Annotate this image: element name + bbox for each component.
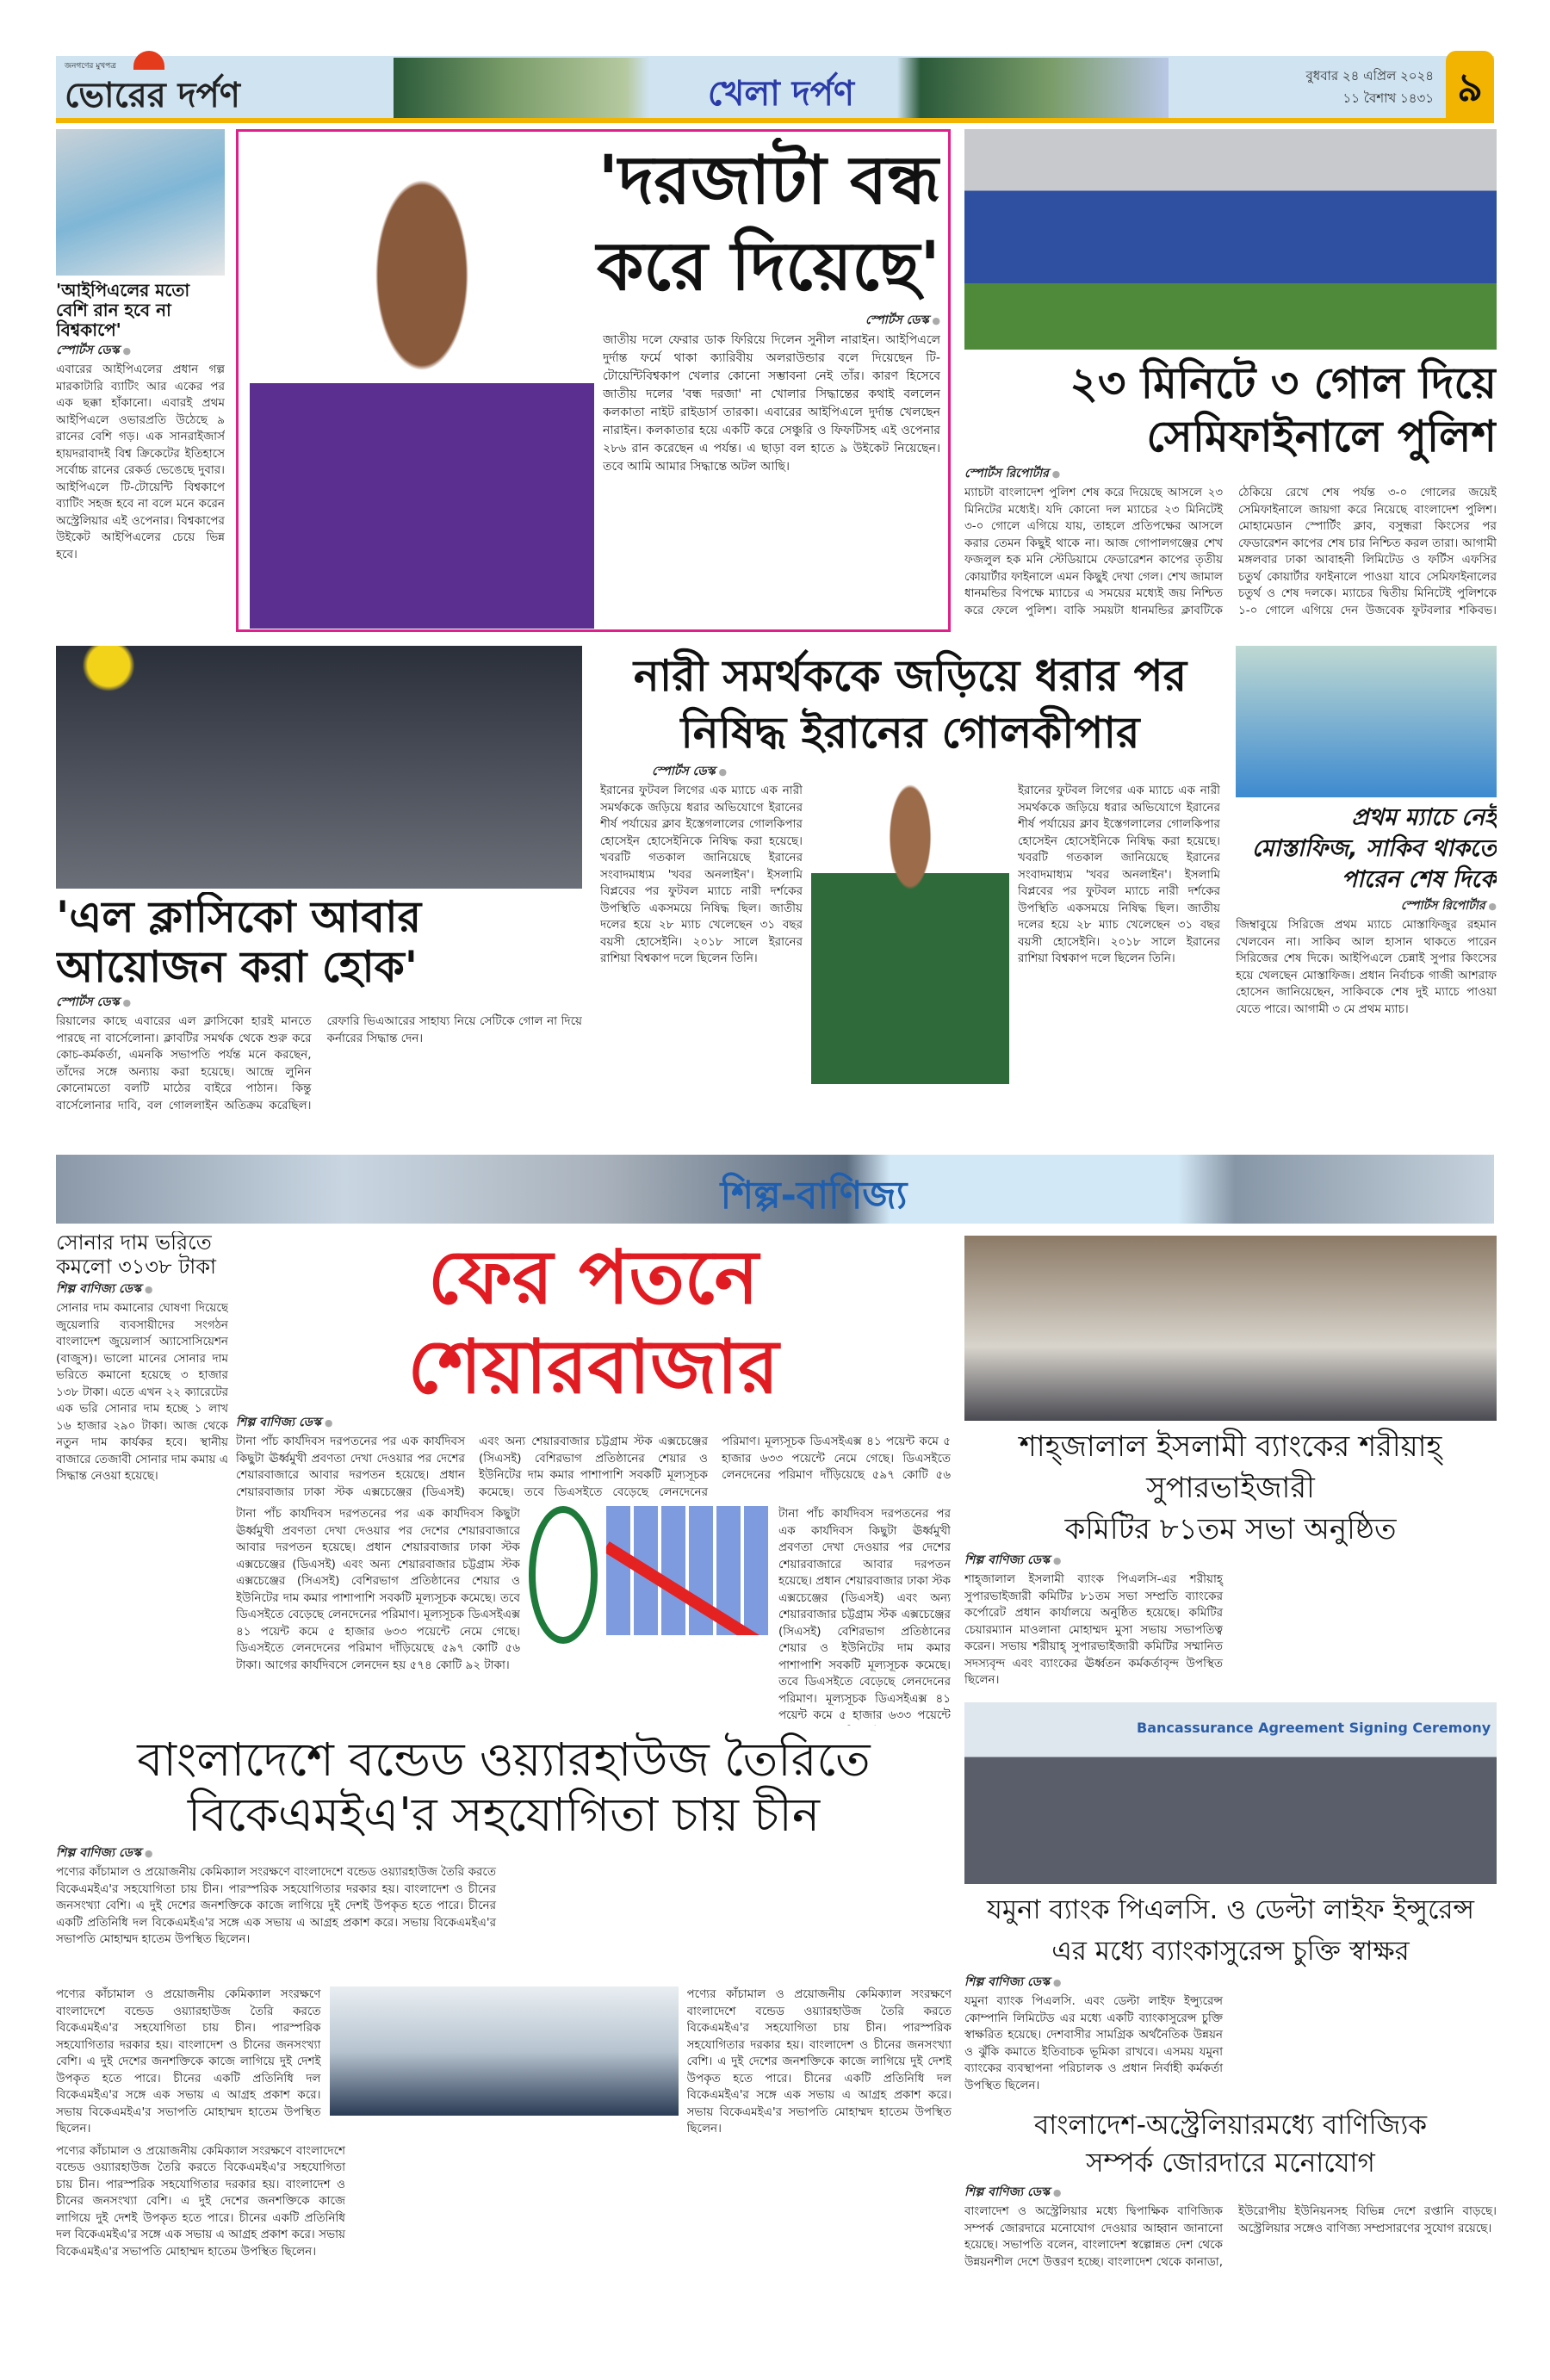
- yamuna-headline[interactable]: যমুনা ব্যাংক পিএলসি. ও ডেল্টা লাইফ ইন্সুরেন্স এর মধ্যে ব্যাংকাসুরেন্স চুক্তি স্বাক্ষর: [987, 1894, 1474, 1967]
- article-body: টানা পাঁচ কার্যদিবস দরপতনের পর এক কার্যদিবস কিছুটা ঊর্ধ্বমুখী প্রবণতা দেখা দেওয়ার পর দেশের শেয়ারবাজারে আবার দরপতন হয়েছে। প্রধান শেয়ারবাজার ঢাকা স্টক এক্সচেঞ্জের (ডিএসই) এবং অন্য শেয়ারবাজার চট্টগ্রাম স্টক এক্সচেঞ্জের (সিএসই) বেশিরভাগ প্রতিষ্ঠানের শেয়ার ও ইউনিটের দাম কমার পাশাপাশি সবকটি মূল্যসূচক কমেছে। তবে ডিএসইতে বেড়েছে লেনদেনের পরিমাণ। মূল্যসূচক ডিএসইএক্স ৪১ পয়েন্ট কমে ৫ হাজার ৬৩৩ পয়েন্টে নেমে গেছে। ডিএসইতে লেনদেনের পরিমাণ দাঁড়িয়েছে ৫৯৭ কোটি ৫৬: [236, 1435, 951, 1499]
- article-body: টানা পাঁচ কার্যদিবস দরপতনের পর এক কার্যদিবস কিছুটা ঊর্ধ্বমুখী প্রবণতা দেখা দেওয়ার পর দেশের শেয়ারবাজারে আবার দরপতন হয়েছে। প্রধান শেয়ারবাজার ঢাকা স্টক এক্সচেঞ্জের (ডিএসই) এবং অন্য শেয়ারবাজার চট্টগ্রাম স্টক এক্সচেঞ্জের (সিএসই) বেশিরভাগ প্রতিষ্ঠানের শেয়ার ও ইউনিটের দাম কমার পাশাপাশি সবকটি মূল্যসূচক কমেছে। তবে ডিএসইতে বেড়েছে লেনদেনের পরিমাণ। মূল্যসূচক ডিএসইএক্স ৪১ পয়েন্ট কমে ৫ হাজার ৬৩৩ পয়েন্টে: [778, 1507, 951, 1722]
- byline: শিল্প বাণিজ্য ডেস্ক ●: [964, 2184, 1497, 2202]
- byline: স্পোর্টস ডেস্ক ●: [56, 342, 225, 360]
- article-body: রিয়ালের কাছে এবারের এল ক্লাসিকো হারই মানতে পারছে না বার্সেলোনা। ক্লাবটির সমর্থক থেকে শুরু করে কোচ-কর্মকর্তা, এমনকি সভাপতি পর্যন্ত মনে করছেন, তাঁদের সঙ্গে অন্যায় করা হয়েছে। আন্দ্রে লুনিন কোনোমতো বলটি মাঠের বাইরে পাঠান। কিন্তু বার্সেলোনার দাবি, বল গোললাইন অতিক্রম করেছিল। রেফারি ভিএআরের সাহায্য নিয়ে সেটিকে গোল না দিয়ে কর্নারের সিদ্ধান্ত দেন।: [56, 1014, 582, 1113]
- police-team-photo: [964, 129, 1497, 350]
- police-article: [964, 356, 1497, 630]
- police-headline[interactable]: ২৩ মিনিটে ৩ গোল দিয়ে সেমিফাইনালে পুলিশ: [1070, 358, 1497, 462]
- mustafiz-photo: [1236, 646, 1497, 797]
- byline: স্পোর্টস ডেস্ক ●: [652, 763, 1220, 781]
- shahjalal-headline[interactable]: শাহ্‌জালাল ইসলামী ব্যাংকের শরীয়াহ্ সুপারভাইজারী কমিটির ৮১তম সভা অনুষ্ঠিত: [1019, 1429, 1442, 1546]
- shahjalal-article: [964, 1426, 1497, 1726]
- article-body: এবারের আইপিএলের প্রধান গল্প মারকাটারি ব্যাটিং আর একের পর এক ছক্কা হাঁকানো। এবারই প্রথম আইপিএলে ওভারপ্রতি উঠেছে ৯ রানের বেশি গড়। এক সানরাইজার্স হায়দরাবাদই বিশ্ব ক্রিকেটের ইতিহাসে সর্বোচ্চ রানের রেকর্ড ভেঙেছে দুবার। আইপিএলে টি-টোয়েন্টি বিশ্বকাপে ব্যাটিং সহজ হবে না বলে মনে করেন অস্ট্রেলিয়ার এই ওপেনার। বিশ্বকাপের উইকেট আইপিএলের চেয়ে ভিন্ন হবে।: [56, 363, 225, 561]
- newspaper-logo[interactable]: জনগণের মুখপত্র ভোরের দর্পণ: [65, 62, 240, 115]
- iran-headline[interactable]: নারী সমর্থককে জড়িয়ে ধরার পর নিষিদ্ধ ইরানের গোলকীপার: [633, 651, 1187, 758]
- article-body: পণ্যের কাঁচামাল ও প্রয়োজনীয় কেমিক্যাল সংরক্ষণে বাংলাদেশে বন্ডেড ওয়্যারহাউজ তৈরি করতে বিকেএমইএ'র সহযোগিতা চায় চীন। পারস্পরিক সহযোগিতার দরকার হয়। বাংলাদেশ ও চীনের জনসংখ্যা বেশি। এ দুই দেশের জনশক্তিকে কাজে লাগিয়ে দুই দেশই উপকৃত হতে পারে। চীনের একটি প্রতিনিধি দল বিকেএমইএ'র সঙ্গে এক সভায় এ আগ্রহ প্রকাশ করে। সভায় বিকেএমইএ'র সভাপতি মোহাম্মদ হাতেম উপস্থিত ছিলেন।: [56, 2143, 345, 2259]
- page-number: ৯: [1446, 51, 1494, 123]
- byline: স্পোর্টস ডেস্ক ●: [56, 994, 582, 1012]
- article-body: যমুনা ব্যাংক পিএলসি. এবং ডেল্টা লাইফ ইন্স্যুরেন্স কোম্পানি লিমিটেড এর মধ্যে একটি ব্যাংকাসুরেন্স চুক্তি স্বাক্ষরিত হয়েছে। দেশবাসীর সামগ্রিক অর্থনৈতিক উন্নয়ন ও ঝুঁকি কমাতে ইতিবাচক ভূমিকা রাখবে। এসময় যমুনা ব্যাংকের ব্যবস্থাপনা পরিচালক ও প্রধান নির্বাহী কর্মকর্তা উপস্থিত ছিলেন।: [964, 1994, 1223, 2092]
- meeting-photo: [964, 1236, 1497, 1421]
- article-body: টানা পাঁচ কার্যদিবস দরপতনের পর এক কার্যদিবস কিছুটা ঊর্ধ্বমুখী প্রবণতা দেখা দেওয়ার পর দেশের শেয়ারবাজারে আবার দরপতন হয়েছে। প্রধান শেয়ারবাজার ঢাকা স্টক এক্সচেঞ্জের (ডিএসই) এবং অন্য শেয়ারবাজার চট্টগ্রাম স্টক এক্সচেঞ্জের (সিএসই) বেশিরভাগ প্রতিষ্ঠানের শেয়ার ও ইউনিটের দাম কমার পাশাপাশি সবকটি মূল্যসূচক কমেছে। তবে ডিএসইতে বেড়েছে লেনদেনের পরিমাণ। মূল্যসূচক ডিএসইএক্স ৪১ পয়েন্ট কমে ৫ হাজার ৬৩৩ পয়েন্টে নেমে গেছে। ডিএসইতে লেনদেনের পরিমাণ দাঁড়িয়েছে ৫৯৭ কোটি ৫৬ টাকা। আগের কার্যদিবসে লেনদেন হয় ৫৭৪ কোটি ৯২ টাকা।: [236, 1507, 520, 1672]
- article-body: বাংলাদেশ ও অস্ট্রেলিয়ার মধ্যে দ্বিপাক্ষিক বাণিজ্যিক সম্পর্ক জোরদারে মনোযোগ দেওয়ার আহ্বান জানানো হয়েছে। সভাপতি বলেন, বাংলাদেশ স্বল্পোন্নত দেশ থেকে উন্নয়নশীল দেশে উত্তরণ হচ্ছে। বাংলাদেশ থেকে কানাডা, ইউরোপীয় ইউনিয়নসহ বিভিন্ন দেশে রপ্তানি বাড়ছে। অস্ট্রেলিয়ার সঙ্গেও বাণিজ্য সম্প্রসারণের সুযোগ রয়েছে।: [964, 2204, 1497, 2269]
- falling-chart-illustration: [606, 1506, 770, 1635]
- byline: শিল্প বাণিজ্য ডেস্ক ●: [56, 1844, 952, 1862]
- warner-photo: [56, 129, 225, 276]
- narine-article: [551, 138, 940, 627]
- mustafiz-headline[interactable]: প্রথম ম্যাচে নেই মোস্তাফিজ, সাকিব থাকতে পারেন শেষ দিকে: [1251, 804, 1497, 893]
- article-body: জাতীয় দলে ফেরার ডাক ফিরিয়ে দিলেন সুনীল নারাইন। আইপিএলে দুর্দান্ত ফর্মে থাকা ক্যারিবীয় অলরাউন্ডার বলে দিয়েছেন টি-টোয়েন্টিবিশ্বকাপ খেলার কোনো সম্ভাবনা নেই তাঁর। কারণ হিসেবে জাতীয় দলের 'বন্ধ দরজা' না খোলার সিদ্ধান্তের কথাই বললেন কলকাতা নাইট রাইডার্স তারকা। এবারের আইপিএলে দুর্দান্ত খেলছেন নারাইন। কলকাতার হয়ে একটি করে সেঞ্চুরি ও ফিফটিসহ এই ওপেনার ২৮৬ রান করেছেন এ পর্যন্ত। এ ছাড়া বল হাতে ৯ উইকেট নিয়েছেন। তবে আমি আমার সিদ্ধান্তে অটল আছি।: [603, 333, 940, 474]
- narine-photo: [250, 138, 594, 629]
- byline: স্পোর্টস রিপোর্টার ●: [964, 465, 1497, 483]
- article-body: ইরানের ফুটবল লিগের এক ম্যাচে এক নারী সমর্থককে জড়িয়ে ধরার অভিযোগে ইরানের শীর্ষ পর্যায়ের ক্লাব ইস্তেগলালের গোলকিপার হোসেইন হোসেইনিকে নিষিদ্ধ করা হয়েছে। খবরটি গতকাল জানিয়েছে ইরানের সংবাদমাধ্যম 'খবর অনলাইন'। ইসলামি বিপ্লবের পর ফুটবল ম্যাচে নারী দর্শকের উপস্থিতি একসময়ে নিষিদ্ধ ছিল। জাতীয় দলের হয়ে ২৮ ম্যাচ খেলেছেন ৩১ বছর বয়সী হোসেইনি। ২০১৮ সালে ইরানের রাশিয়া বিশ্বকাপ দলে ছিলেন তিনি।: [1018, 784, 1220, 965]
- bonded-photo-row: [56, 1986, 952, 2138]
- australia-article: [964, 2106, 1497, 2280]
- dse-logo: [529, 1506, 598, 1644]
- gold-article: [56, 1231, 228, 1726]
- narine-headline[interactable]: 'দরজাটা বন্ধ করে দিয়েছে': [596, 142, 940, 306]
- article-body: জিম্বাবুয়ে সিরিজে প্রথম ম্যাচে মোস্তাফিজুর রহমান খেলবেন না। সাকিব আল হাসান থাকতে পারেন সিরিজের শেষ দিকে। আইপিএলে চেন্নাই সুপার কিংসের হয়ে খেলছেন মোস্তাফিজ। প্রধান নির্বাচক গাজী আশরাফ হোসেন জানিয়েছেন, সাকিবকে শেষ দুই ম্যাচে পাওয়া যেতে পারে। আগামী ৩ মে প্রথম ম্যাচ।: [1236, 918, 1497, 1016]
- byline: শিল্প বাণিজ্য ডেস্ক ●: [236, 1414, 951, 1432]
- article-body: সোনার দাম কমানোর ঘোষণা দিয়েছে জুয়েলারি ব্যবসায়ীদের সংগঠন বাংলাদেশ জুয়েলার্স অ্যাসোসিয়েশন (বাজুস)। ভালো মানের সোনার দাম ভরিতে কমানো হয়েছে ৩ হাজার ১৩৮ টাকা। এতে এখন ২২ ক্যারেটের এক ভরি সোনার দাম হচ্ছে ১ লাখ ১৬ হাজার ২৯০ টাকা। আজ থেকে নতুন দাম কার্যকর হবে। স্থানীয় বাজারে তেজাবী সোনার দাম কমায় এ সিদ্ধান্ত নেওয়া হয়েছে।: [56, 1301, 228, 1484]
- byline: শিল্প বাণিজ্য ডেস্ক ●: [964, 1974, 1497, 1992]
- byline: স্পোর্টস রিপোর্টার ●: [1236, 897, 1497, 915]
- sports-banner: [394, 58, 1169, 118]
- gold-headline[interactable]: সোনার দাম ভরিতে কমলো ৩১৩৮ টাকা: [56, 1231, 217, 1279]
- yamuna-article: [964, 1889, 1497, 2099]
- clasico-article: [56, 892, 582, 1147]
- section-title: খেলা দর্পণ: [707, 74, 855, 114]
- article-body: ম্যাচটা বাংলাদেশ পুলিশ শেষ করে দিয়েছে আসলে ২৩ মিনিটের মধ্যেই। যদি কোনো দল ম্যাচের ২৩ মিনিটেই ৩-০ গোলে এগিয়ে যায়, তাহলে প্রতিপক্ষের আসলে করার তেমন কিছুই থাকে না। আজ গোপালগঞ্জের শেখ ফজলুল হক মনি স্টেডিয়ামে ফেডারেশন কাপের তৃতীয় কোয়ার্টার ফাইনালে এমন কিছুই দেখা গেল। শেখ জামাল ধানমন্ডির বিপক্ষে ম্যাচের এ সময়ের মধ্যেই জয় নিশ্চিত করে ফেলে পুলিশ। বাকি সময়টা ধানমন্ডির ক্লাবটিকে ঠেকিয়ে রেখে শেষ পর্যন্ত ৩-০ গোলের জয়েই সেমিফাইনালে জায়গা করে নিয়েছে বাংলাদেশ পুলিশ। মোহামেডান স্পোর্টিং ক্লাব, বসুন্ধরা কিংসের পর ফেডারেশন কাপের শেষ চার নিশ্চিত করল তারা। আগামী মঙ্গলবার ঢাকা আবাহনী লিমিটেড ও ফর্টিস এফসির চতুর্থ কোয়ার্টার ফাইনালে পাওয়া যাবে সেমিফাইনালের চতুর্থ ও শেষ দলকে। ম্যাচের দ্বিতীয় মিনিটেই পুলিশকে ১-০ গোলে এগিয়ে দেন উজবেক ফুটবলার শকিবভ।: [964, 486, 1497, 617]
- australia-headline[interactable]: বাংলাদেশ-অস্ট্রেলিয়ারমধ্যে বাণিজ্যিক সম্পর্ক জোরদারে মনোযোগ: [1033, 2110, 1428, 2179]
- article-body: ইরানের ফুটবল লিগের এক ম্যাচে এক নারী সমর্থককে জড়িয়ে ধরার অভিযোগে ইরানের শীর্ষ পর্যায়ের ক্লাব ইস্তেগলালের গোলকিপার হোসেইন হোসেইনিকে নিষিদ্ধ করা হয়েছে। খবরটি গতকাল জানিয়েছে ইরানের সংবাদমাধ্যম 'খবর অনলাইন'। ইসলামি বিপ্লবের পর ফুটবল ম্যাচে নারী দর্শকের উপস্থিতি একসময়ে নিষিদ্ধ ছিল। জাতীয় দলের হয়ে ২৮ ম্যাচ খেলেছেন ৩১ বছর বয়সী হোসেইনি। ২০১৮ সালে ইরানের রাশিয়া বিশ্বকাপ দলে ছিলেন তিনি।: [600, 784, 803, 965]
- byline: স্পোর্টস ডেস্ক ●: [551, 312, 940, 330]
- article-body: পণ্যের কাঁচামাল ও প্রয়োজনীয় কেমিক্যাল সংরক্ষণে বাংলাদেশে বন্ডেড ওয়্যারহাউজ তৈরি করতে বিকেএমইএ'র সহযোগিতা চায় চীন। পারস্পরিক সহযোগিতার দরকার হয়। বাংলাদেশ ও চীনের জনসংখ্যা বেশি। এ দুই দেশের জনশক্তিকে কাজে লাগিয়ে দুই দেশই উপকৃত হতে পারে। চীনের একটি প্রতিনিধি দল বিকেএমইএ'র সঙ্গে এক সভায় এ আগ্রহ প্রকাশ করে। সভায় বিকেএমইএ'র সভাপতি মোহাম্মদ হাতেম উপস্থিত ছিলেন।: [56, 1865, 496, 1946]
- clasico-headline[interactable]: 'এল ক্লাসিকো আবার আয়োজন করা হোক': [56, 892, 422, 992]
- iran-columns: [600, 783, 1220, 1147]
- bonded-warehouse-article: [56, 1732, 952, 2280]
- byline: শিল্প বাণিজ্য ডেস্ক ●: [56, 1280, 228, 1298]
- delegation-photo: [330, 1986, 679, 2116]
- goalkeeper-photo: [811, 783, 1009, 1084]
- clasico-photo: [56, 646, 582, 889]
- date: বুধবার ২৪ এপ্রিল ২০২৪ ১১ বৈশাখ ১৪৩১: [1305, 68, 1434, 106]
- share-market-article: [236, 1233, 951, 1726]
- photo-banner-text: Bancassurance Agreement Signing Ceremony: [1137, 1720, 1491, 1736]
- bonded-warehouse-headline[interactable]: বাংলাদেশে বন্ডেড ওয়্যারহাউজ তৈরিতে বিকেএমইএ'র সহযোগিতা চায় চীন: [137, 1732, 871, 1842]
- business-section-banner: [56, 1155, 1494, 1224]
- warner-article: [56, 281, 225, 632]
- mustafiz-article: [1236, 803, 1497, 1147]
- warner-headline[interactable]: 'আইপিএলের মতো বেশি রান হবে না বিশ্বকাপে': [56, 281, 190, 340]
- section-title: শিল্প-বাণিজ্য: [720, 1174, 908, 1218]
- masthead: [56, 56, 1494, 123]
- iran-article: [600, 648, 1220, 1147]
- byline: শিল্প বাণিজ্য ডেস্ক ●: [964, 1552, 1497, 1570]
- article-body: পণ্যের কাঁচামাল ও প্রয়োজনীয় কেমিক্যাল সংরক্ষণে বাংলাদেশে বন্ডেড ওয়্যারহাউজ তৈরি করতে বিকেএমইএ'র সহযোগিতা চায় চীন। পারস্পরিক সহযোগিতার দরকার হয়। বাংলাদেশ ও চীনের জনসংখ্যা বেশি। এ দুই দেশের জনশক্তিকে কাজে লাগিয়ে দুই দেশই উপকৃত হতে পারে। চীনের একটি প্রতিনিধি দল বিকেএমইএ'র সঙ্গে এক সভায় এ আগ্রহ প্রকাশ করে। সভায় বিকেএমইএ'র সভাপতি মোহাম্মদ হাতেম উপস্থিত ছিলেন।: [56, 1987, 321, 2135]
- share-graphics-row: [236, 1506, 951, 1726]
- article-body: শাহ্‌জালাল ইসলামী ব্যাংক পিএলসি-এর শরীয়াহ্ সুপারভাইজারী কমিটির ৮১তম সভা সম্প্রতি ব্যাংকের কর্পোরেট প্রধান কার্যালয়ে অনুষ্ঠিত হয়েছে। কমিটির চেয়ারম্যান মাওলানা মোহাম্মদ মুসা সভায় সভাপতিত্ব করেন। সভায় শরীয়াহ্ সুপারভাইজারী কমিটির সম্মানিত সদস্যবৃন্দ এবং ব্যাংকের ঊর্ধ্বতন কর্মকর্তাবৃন্দ উপস্থিত ছিলেন।: [964, 1572, 1223, 1687]
- agreement-photo: [964, 1702, 1497, 1884]
- share-market-headline[interactable]: ফের পতনে শেয়ারবাজার: [407, 1235, 779, 1410]
- sun-logo-icon: [133, 51, 164, 70]
- article-body: পণ্যের কাঁচামাল ও প্রয়োজনীয় কেমিক্যাল সংরক্ষণে বাংলাদেশে বন্ডেড ওয়্যারহাউজ তৈরি করতে বিকেএমইএ'র সহযোগিতা চায় চীন। পারস্পরিক সহযোগিতার দরকার হয়। বাংলাদেশ ও চীনের জনসংখ্যা বেশি। এ দুই দেশের জনশক্তিকে কাজে লাগিয়ে দুই দেশই উপকৃত হতে পারে। চীনের একটি প্রতিনিধি দল বিকেএমইএ'র সঙ্গে এক সভায় এ আগ্রহ প্রকাশ করে। সভায় বিকেএমইএ'র সভাপতি মোহাম্মদ হাতেম উপস্থিত ছিলেন।: [686, 1987, 952, 2135]
